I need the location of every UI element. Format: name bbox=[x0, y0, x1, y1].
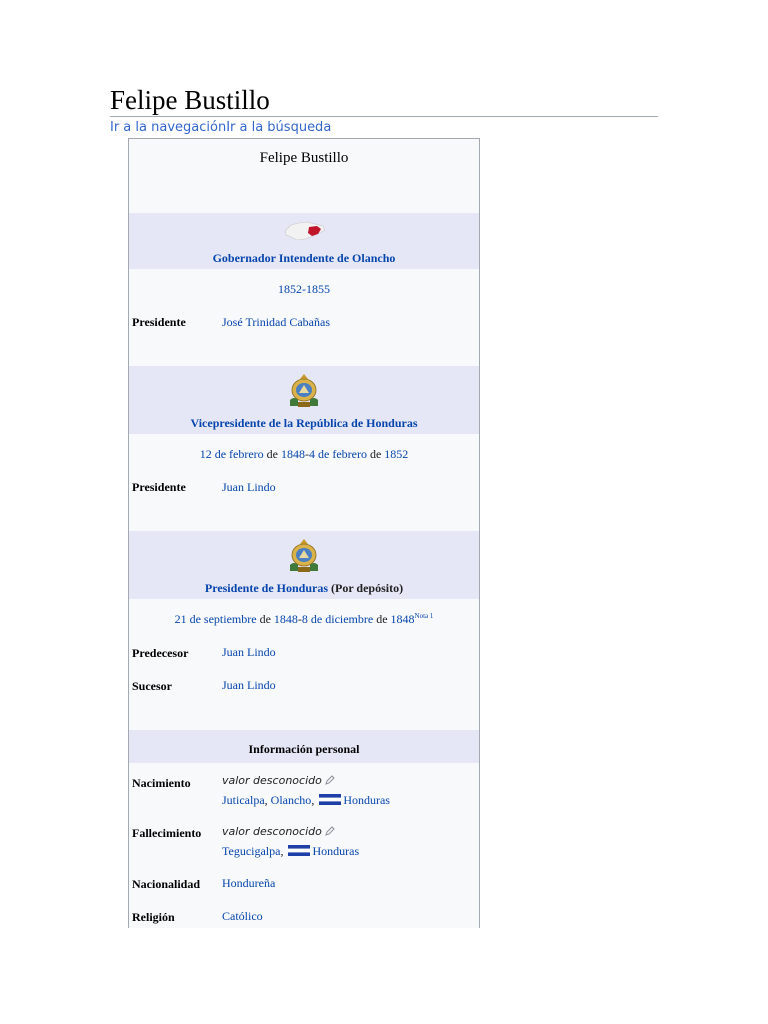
office3-start-year-link[interactable]: 1848 bbox=[273, 612, 298, 626]
death-date-value: valor desconocido bbox=[222, 825, 322, 838]
office1-period-link[interactable]: 1852-1855 bbox=[278, 282, 330, 296]
page-title: Felipe Bustillo bbox=[110, 85, 270, 115]
infobox bbox=[128, 138, 480, 928]
office3-period bbox=[129, 612, 479, 627]
office1-president-label: Presidente bbox=[132, 315, 186, 329]
office1-president-link[interactable]: José Trinidad Cabañas bbox=[222, 315, 330, 329]
office2-de-text: de bbox=[266, 447, 278, 461]
office3-predecessor bbox=[222, 645, 276, 660]
death-place: Tegucigalpa, Honduras bbox=[222, 844, 360, 858]
office2-president-label: Presidente bbox=[132, 480, 186, 494]
olancho-map-icon[interactable] bbox=[283, 217, 327, 243]
birth-date-value: valor desconocido bbox=[222, 774, 322, 787]
office3-qualifier: (Por depósito) bbox=[331, 581, 404, 595]
honduras-flag-icon bbox=[319, 794, 341, 805]
office2-start-day-link[interactable]: 12 de febrero bbox=[199, 447, 264, 461]
office2-period bbox=[129, 447, 479, 462]
birth-place: Juticalpa, Olancho, Honduras bbox=[222, 793, 390, 807]
office1-president bbox=[222, 315, 330, 330]
honduras-flag-icon bbox=[288, 845, 310, 856]
title-divider bbox=[110, 116, 658, 117]
jump-to-search-link[interactable]: Ir a la búsqueda bbox=[226, 120, 332, 135]
office1-title bbox=[129, 251, 479, 266]
birth-value bbox=[222, 773, 335, 788]
office3-start-day-link[interactable]: 21 de septiembre bbox=[174, 612, 257, 626]
office2-start-year-link[interactable]: 1848 bbox=[281, 447, 305, 461]
office3-end-day-link[interactable]: 8 de diciembre bbox=[301, 612, 374, 626]
religion-link[interactable]: Católico bbox=[222, 909, 263, 923]
office1-link[interactable]: Gobernador Intendente de Olancho bbox=[212, 251, 396, 265]
office2-end-year-link[interactable]: 1852 bbox=[384, 447, 409, 461]
birth-region-link[interactable]: Olancho bbox=[270, 793, 312, 807]
personal-heading: Información personal bbox=[248, 742, 360, 756]
office3-successor-link[interactable]: Juan Lindo bbox=[222, 678, 276, 692]
jump-to-navigation-link[interactable]: Ir a la navegación bbox=[110, 120, 227, 135]
office1-period bbox=[129, 282, 479, 297]
death-label: Fallecimiento bbox=[132, 826, 202, 840]
office3-predecessor-label: Predecesor bbox=[132, 646, 189, 660]
edit-pencil-icon[interactable] bbox=[325, 775, 335, 785]
coat-of-arms-icon[interactable] bbox=[286, 372, 322, 410]
office2-end-day-link[interactable]: 4 de febrero bbox=[309, 447, 367, 461]
religion-label: Religión bbox=[132, 910, 175, 924]
death-value bbox=[222, 824, 335, 839]
office3-de-text-2: de bbox=[376, 612, 388, 626]
office3-successor bbox=[222, 678, 276, 693]
office2-president bbox=[222, 480, 276, 495]
footnote-link[interactable]: Nota 1 bbox=[414, 612, 434, 620]
nationality-label: Nacionalidad bbox=[132, 877, 201, 891]
office3-title bbox=[129, 581, 479, 596]
office2-de-text-2: de bbox=[369, 447, 382, 461]
office3-successor-label: Sucesor bbox=[132, 679, 172, 693]
office2-link[interactable]: Vicepresidente de la República de Honduras bbox=[190, 416, 418, 430]
office2-president-link[interactable]: Juan Lindo bbox=[222, 480, 276, 494]
jump-links bbox=[110, 119, 331, 137]
birth-city-link[interactable]: Juticalpa bbox=[222, 793, 265, 807]
coat-of-arms-icon[interactable] bbox=[286, 537, 322, 575]
death-city-link[interactable]: Tegucigalpa bbox=[222, 844, 281, 858]
office2-separator: - bbox=[305, 447, 309, 461]
office3-end-year-link[interactable]: 1848 bbox=[390, 612, 415, 626]
office3-separator: - bbox=[297, 612, 302, 626]
office2-title bbox=[129, 416, 479, 431]
religion-value bbox=[222, 909, 263, 924]
infobox-title: Felipe Bustillo bbox=[259, 150, 349, 166]
birth-country-link[interactable]: Honduras bbox=[343, 793, 390, 807]
edit-pencil-icon[interactable] bbox=[325, 826, 335, 836]
office3-link[interactable]: Presidente de Honduras bbox=[204, 581, 328, 595]
office3-de-text: de bbox=[259, 612, 271, 626]
birth-label: Nacimiento bbox=[132, 776, 191, 790]
nationality-link[interactable]: Hondureña bbox=[222, 876, 276, 890]
office3-predecessor-link[interactable]: Juan Lindo bbox=[222, 645, 276, 659]
nationality-value bbox=[222, 876, 275, 891]
death-country-link[interactable]: Honduras bbox=[312, 844, 360, 858]
